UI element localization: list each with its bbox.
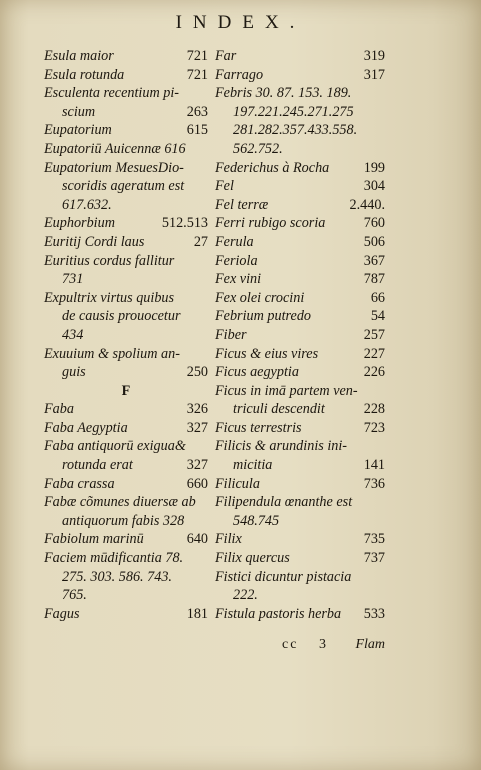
index-entry [215, 103, 385, 122]
entry-text: Filix quercus [215, 550, 290, 567]
index-entry [215, 586, 385, 605]
entry-text: Feriola [215, 252, 258, 269]
entry-page-number: 367 [363, 252, 385, 269]
index-entry [44, 214, 208, 233]
index-entry [215, 549, 385, 568]
entry-text: Febris 30. 87. 153. 189. [215, 85, 352, 102]
entry-text: Faba antiquorū exigua& [44, 438, 186, 455]
index-entry [44, 103, 208, 122]
entry-text: Febrium putredo [215, 308, 312, 325]
entry-page-number: 319 [363, 48, 385, 64]
entry-text: Fel [215, 178, 234, 195]
entry-text: 765. [62, 587, 87, 604]
entry-page-number: 257 [363, 326, 385, 343]
index-entry [44, 252, 208, 271]
entry-text: 281.282.357.433.558. [233, 122, 358, 139]
index-entry [215, 605, 385, 624]
entry-text: guis [62, 364, 86, 381]
entry-page-number: 533 [363, 605, 385, 622]
entry-text: Ferula [215, 233, 254, 250]
entry-text: scoridis ageratum est [62, 178, 185, 195]
entry-text: Fistici dicuntur pistacia [215, 568, 352, 585]
index-entry [44, 270, 208, 289]
entry-page-number: 640 [186, 531, 208, 548]
index-entry [44, 289, 208, 308]
entry-text: 562.752. [233, 140, 283, 157]
index-entry [215, 177, 385, 196]
index-entry [44, 549, 208, 568]
index-entry [215, 326, 385, 345]
entry-page-number: 735 [363, 531, 385, 548]
index-entry [44, 586, 208, 605]
entry-text: scium [62, 103, 96, 120]
index-entry [44, 47, 208, 66]
entry-text: Filix [215, 531, 242, 548]
entry-text: 222. [233, 587, 258, 604]
entry-text: micitia [233, 457, 273, 474]
entry-page-number: 723 [363, 419, 385, 436]
entry-page-number: 327 [186, 457, 208, 474]
entry-text: Fistula pastoris herba [215, 605, 342, 622]
index-entry [44, 437, 208, 456]
entry-page-number: 660 [186, 475, 208, 492]
entry-text: Filipendula œnanthe est [215, 494, 353, 511]
entry-text: Far [215, 48, 237, 64]
entry-text: Filicula [215, 475, 260, 492]
entry-text: Federichus à Rocha [215, 159, 330, 176]
entry-page-number: 721 [186, 66, 208, 83]
entry-page-number: 228 [363, 401, 385, 418]
entry-text: Ficus terrestris [215, 419, 302, 436]
catchword: Flam [355, 637, 385, 652]
entry-text: Exuuium & spolium an- [44, 345, 180, 362]
index-entry [215, 475, 385, 494]
entry-text: Eupatorium [44, 122, 112, 139]
entry-text: Ferri rubigo scoria [215, 215, 326, 232]
entry-page-number: 326 [186, 401, 208, 418]
entry-page-number: 199 [363, 159, 385, 176]
index-entry [215, 493, 385, 512]
entry-page-number: 737 [363, 550, 385, 567]
signature-mark: cc [282, 637, 299, 652]
entry-text: Fex olei crocini [215, 289, 305, 306]
index-entry [44, 84, 208, 103]
entry-text: 275. 303. 586. 743. [62, 568, 172, 585]
entry-text: 197.221.245.271.275 [233, 103, 354, 120]
entry-text: Farrago [215, 66, 264, 83]
entry-page-number: 141 [363, 457, 385, 474]
index-entry [215, 419, 385, 438]
index-entry [44, 363, 208, 382]
entry-page-number: 226 [363, 364, 385, 381]
index-entry [215, 196, 385, 215]
index-entry [44, 568, 208, 587]
entry-text: Euphorbium [44, 215, 115, 232]
index-entry [44, 530, 208, 549]
entry-text: Faba [44, 401, 74, 418]
index-entry [215, 400, 385, 419]
index-entry [44, 456, 208, 475]
index-entry [44, 475, 208, 494]
entry-page-number: 736 [363, 475, 385, 492]
index-entry [44, 345, 208, 364]
footer-line [282, 637, 385, 655]
entry-text: Expultrix virtus quibus [44, 289, 175, 306]
index-entry [44, 400, 208, 419]
entry-page-number: 227 [363, 345, 385, 362]
entry-page-number: 181 [186, 605, 208, 622]
entry-text: 548.745 [233, 512, 280, 529]
entry-text: Fex vini [215, 271, 262, 288]
entry-text: Fagus [44, 605, 80, 622]
index-entry [44, 177, 208, 196]
index-entry [44, 512, 208, 531]
index-entry [215, 568, 385, 587]
index-entry [215, 456, 385, 475]
entry-text: Fiber [215, 326, 247, 343]
entry-page-number: 317 [363, 66, 385, 83]
entry-text: Filicis & arundinis ini- [215, 438, 348, 455]
entry-text: Fabiolum marinū [44, 531, 144, 548]
index-entry [44, 121, 208, 140]
index-entry [44, 493, 208, 512]
entry-page-number: 250 [186, 364, 208, 381]
entry-text: Eupatorium MesuesDio- [44, 159, 184, 176]
index-entry [44, 419, 208, 438]
index-entry [215, 140, 385, 159]
index-entry [215, 345, 385, 364]
entry-page-number: 27 [193, 233, 208, 250]
index-entry [215, 382, 385, 401]
index-entry [215, 47, 385, 66]
entry-text: de causis prouocetur [62, 308, 181, 325]
entry-page-number: 721 [186, 48, 208, 64]
index-entry [44, 605, 208, 624]
index-entry [215, 252, 385, 271]
index-entry [44, 196, 208, 215]
signature-number: 3 [319, 637, 326, 652]
entry-text: Faba Aegyptia [44, 419, 128, 436]
entry-text: Faciem mūdificantia 78. [44, 550, 184, 567]
entry-text: rotunda erat [62, 457, 133, 474]
index-entry [44, 307, 208, 326]
entry-text: Esculenta recentium pi- [44, 85, 180, 102]
entry-text: F [121, 382, 131, 399]
entry-page-number: 760 [363, 215, 385, 232]
entry-text: triculi descendit [233, 401, 325, 418]
entry-page-number: 615 [186, 122, 208, 139]
index-entry [215, 270, 385, 289]
entry-page-number: 787 [363, 271, 385, 288]
index-entry [215, 289, 385, 308]
entry-text: Ficus in imā partem ven- [215, 382, 358, 399]
entry-page-number: 327 [186, 419, 208, 436]
entry-text: 434 [62, 326, 84, 343]
index-entry [215, 66, 385, 85]
entry-page-number: 506 [363, 233, 385, 250]
index-entry [215, 363, 385, 382]
entry-text: Esula maior [44, 48, 114, 64]
section-letter-heading [44, 382, 208, 401]
index-entry [215, 307, 385, 326]
entry-page-number: 54 [370, 308, 385, 325]
entry-text: Eupatoriū Auicennæ 616 [44, 140, 186, 157]
index-entry [44, 159, 208, 178]
entry-text: Euritius cordus fallitur [44, 252, 175, 269]
entry-text: Faba crassa [44, 475, 115, 492]
index-entry [215, 214, 385, 233]
index-entry [44, 66, 208, 85]
index-entry [215, 121, 385, 140]
entry-text: Ficus aegyptia [215, 364, 299, 381]
entry-page-number: 304 [363, 178, 385, 195]
entry-text: Fel terræ [215, 196, 269, 213]
index-entry [215, 437, 385, 456]
entry-page-number: 2.440. [349, 196, 385, 213]
entry-text: Fabæ cõmunes diuersæ ab [44, 494, 196, 511]
right-index-column [215, 47, 385, 623]
entry-text: Esula rotunda [44, 66, 125, 83]
left-index-column [44, 47, 208, 623]
entry-page-number: 263 [186, 103, 208, 120]
entry-page-number: 512.513 [161, 215, 208, 232]
entry-text: 731 [62, 271, 84, 288]
entry-page-number: 66 [370, 289, 385, 306]
index-entry [44, 326, 208, 345]
index-entry [44, 233, 208, 252]
entry-text: Ficus & eius vires [215, 345, 319, 362]
index-entry [215, 159, 385, 178]
index-entry [215, 530, 385, 549]
index-entry [215, 512, 385, 531]
index-entry [44, 140, 208, 159]
entry-text: Euritij Cordi laus [44, 233, 145, 250]
index-entry [215, 233, 385, 252]
entry-text: antiquorum fabis 328 [62, 512, 185, 529]
page-title: INDEX. [175, 12, 306, 33]
entry-text: 617.632. [62, 196, 112, 213]
index-entry [215, 84, 385, 103]
